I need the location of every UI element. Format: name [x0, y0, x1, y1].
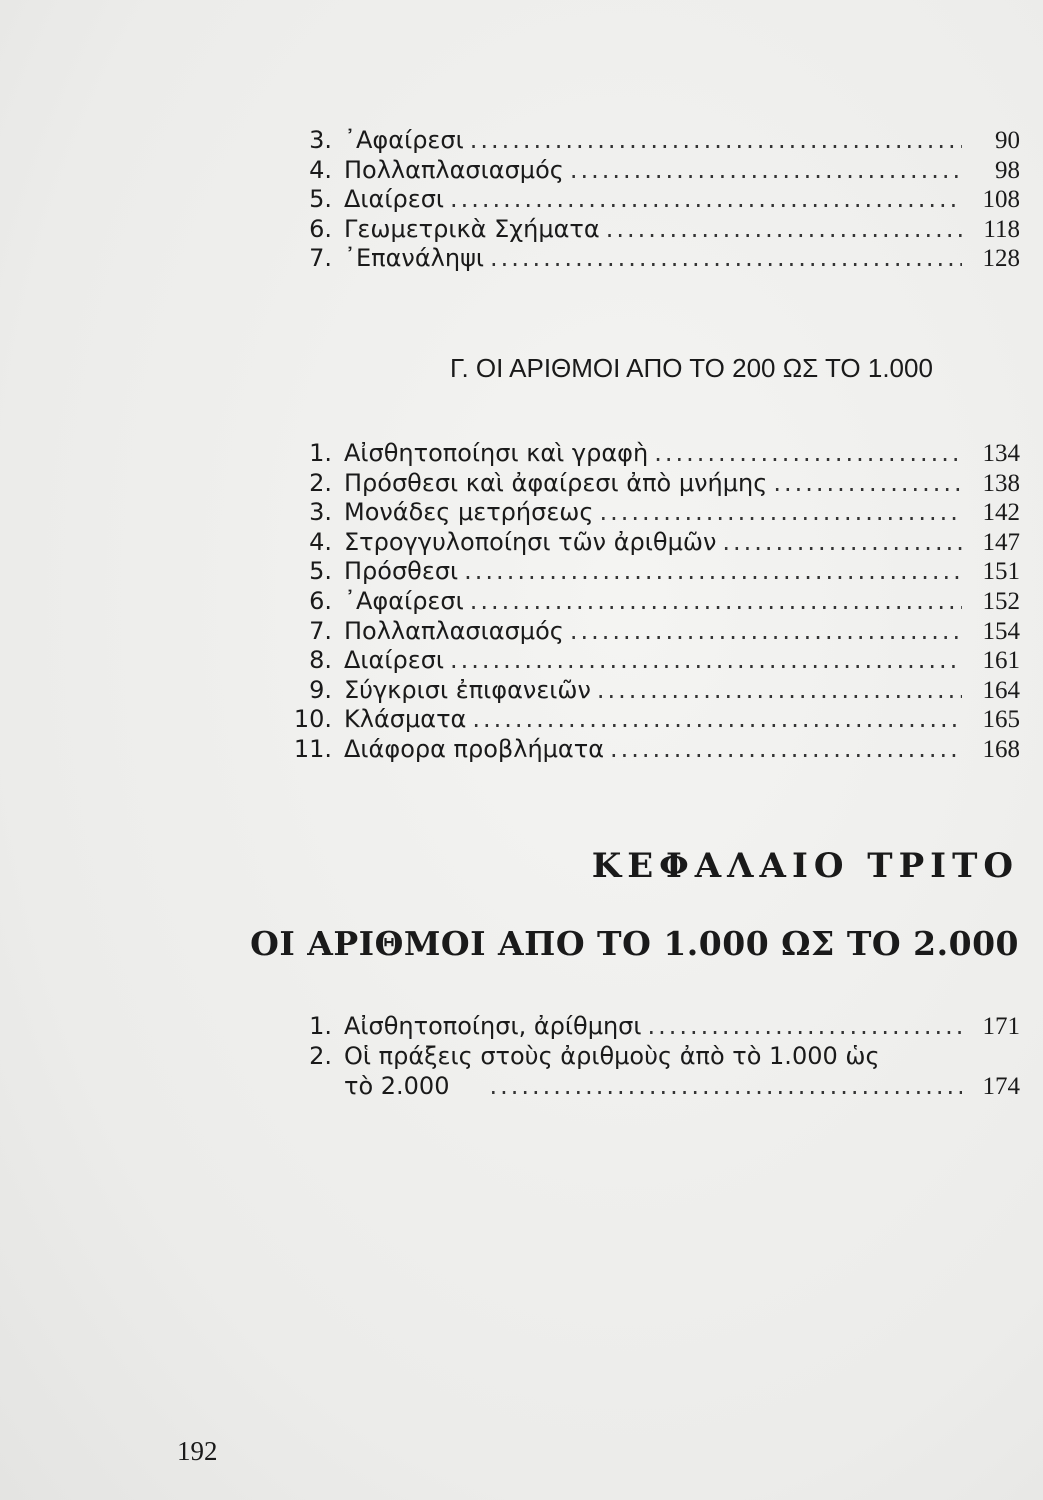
toc-entry: [280, 439, 1020, 469]
entry-title: Αἰσθητοποίησι, ἀρίθμησι: [344, 1012, 642, 1040]
entry-title: Πολλαπλασιασμός: [344, 616, 564, 645]
entry-number: 5.: [309, 185, 332, 214]
toc-entry: [280, 1012, 1020, 1042]
entry-page-number: 90: [995, 127, 1020, 154]
dot-leader: [450, 646, 962, 674]
dot-leader: [606, 215, 962, 243]
toc-entry: [280, 498, 1020, 528]
entry-page-number: 108: [982, 186, 1020, 214]
entry-number: 5.: [309, 557, 332, 586]
entry-number: 9.: [309, 675, 332, 704]
chapter-label: ΚΕΦΑΛΑΙΟ ΤΡΙΤΟ: [591, 846, 1019, 886]
entry-title-line-1: Οἱ πράξεις στοὺς ἀριθμοὺς ἀπὸ τὸ 1.000 ὡς: [344, 1041, 880, 1070]
dot-leader: [597, 676, 962, 704]
entry-title: Γεωμετρικὰ Σχήματα: [344, 214, 600, 243]
entry-title: ᾿Επανάληψι: [344, 244, 485, 273]
entry-page-number: 161: [982, 647, 1020, 675]
entry-page-number: 138: [982, 469, 1020, 497]
entry-title: ᾿Αφαίρεσι: [344, 586, 464, 615]
entry-page-number: 174: [982, 1072, 1020, 1100]
dot-leader: [570, 156, 962, 184]
entry-page-number: 98: [995, 156, 1020, 184]
entry-number: 3.: [309, 498, 332, 527]
entry-number: 2.: [309, 468, 332, 497]
entry-number: 1.: [309, 1012, 332, 1040]
entry-title: Διάφορα προβλήματα: [344, 734, 605, 763]
dot-leader: [464, 557, 962, 585]
dot-leader: [610, 735, 962, 763]
toc-entry: [280, 244, 1020, 274]
entry-title: Μονάδες μετρήσεως: [344, 498, 594, 527]
dot-leader: [722, 528, 962, 556]
entry-title: Διαίρεσι: [344, 646, 445, 675]
entry-page-number: 128: [982, 245, 1020, 273]
entry-title: Πρόσθεσι: [344, 557, 459, 586]
entry-title: Στρογγυλοποίησι τῶν ἀριθμῶν: [344, 527, 717, 556]
toc-entry: [280, 528, 1020, 558]
show-through-text: [110, 140, 118, 170]
entry-number: 2.: [309, 1041, 332, 1070]
entry-title: ᾿Αφαίρεσι: [344, 126, 464, 154]
dot-leader: [470, 126, 962, 154]
dot-leader: [570, 617, 962, 645]
toc-top-list: [280, 126, 1020, 274]
entry-page-number: 168: [982, 735, 1020, 763]
entry-page-number: 147: [982, 528, 1020, 556]
entry-title: Αἰσθητοποίησι καὶ γραφὴ: [344, 439, 649, 467]
entry-number: 10.: [293, 705, 332, 734]
entry-title-line-2: τὸ 2.000: [344, 1071, 450, 1100]
entry-number: 1.: [309, 439, 332, 467]
toc-entry: [280, 469, 1020, 499]
toc-entry: [280, 676, 1020, 706]
toc-entry: [280, 587, 1020, 617]
entry-number: 7.: [309, 244, 332, 273]
toc-entry-continuation: [280, 1072, 1020, 1102]
entry-page-number: 134: [982, 440, 1020, 467]
entry-title: Σύγκρισι ἐπιφανειῶν: [344, 675, 591, 704]
dot-leader: [489, 1072, 962, 1100]
entry-page-number: 164: [982, 676, 1020, 704]
dot-leader: [654, 439, 962, 467]
entry-title: Διαίρεσι: [344, 185, 445, 214]
toc-entry: [280, 1042, 1020, 1072]
entry-title: Πρόσθεσι καὶ ἀφαίρεσι ἀπὸ μνήμης: [344, 468, 768, 497]
entry-number: 8.: [309, 646, 332, 675]
dot-leader: [450, 185, 962, 213]
entry-title: Κλάσματα: [344, 705, 467, 734]
toc-entry: [280, 185, 1020, 215]
chapter-title: ΟΙ ΑΡΙΘΜΟΙ ΑΠΟ ΤΟ 1.000 ΩΣ ΤΟ 2.000: [250, 924, 1019, 963]
entry-page-number: 142: [982, 499, 1020, 527]
toc-entry: [280, 705, 1020, 735]
toc-chapter-three-list: [280, 1012, 1020, 1102]
toc-entry: [280, 646, 1020, 676]
entry-number: 4.: [309, 527, 332, 556]
section-heading: Γ. ΟΙ ΑΡΙΘΜΟΙ ΑΠΟ ΤΟ 200 ΩΣ ΤΟ 1.000: [450, 353, 933, 383]
entry-page-number: 152: [982, 587, 1020, 615]
page-number: 192: [177, 1436, 218, 1466]
entry-page-number: 151: [982, 558, 1020, 586]
dot-leader: [773, 469, 962, 497]
entry-number: 7.: [309, 616, 332, 645]
toc-section-gamma-list: [280, 439, 1020, 765]
entry-number: 3.: [309, 126, 332, 154]
dot-leader: [470, 587, 962, 615]
entry-number: 11.: [293, 734, 332, 763]
entry-page-number: 171: [982, 1013, 1020, 1040]
dot-leader: [472, 705, 962, 733]
entry-title: Πολλαπλασιασμός: [344, 155, 564, 184]
dot-leader: [648, 1012, 962, 1040]
entry-page-number: 165: [982, 706, 1020, 734]
toc-entry: [280, 557, 1020, 587]
toc-entry: [280, 215, 1020, 245]
entry-number: 6.: [309, 214, 332, 243]
dot-leader: [600, 498, 963, 526]
dot-leader: [490, 244, 962, 272]
entry-page-number: 154: [982, 617, 1020, 645]
entry-number: 4.: [309, 155, 332, 184]
toc-entry: [280, 617, 1020, 647]
toc-entry: [280, 126, 1020, 156]
toc-entry: [280, 735, 1020, 765]
entry-page-number: 118: [983, 215, 1020, 243]
entry-number: 6.: [309, 586, 332, 615]
toc-entry: [280, 156, 1020, 186]
